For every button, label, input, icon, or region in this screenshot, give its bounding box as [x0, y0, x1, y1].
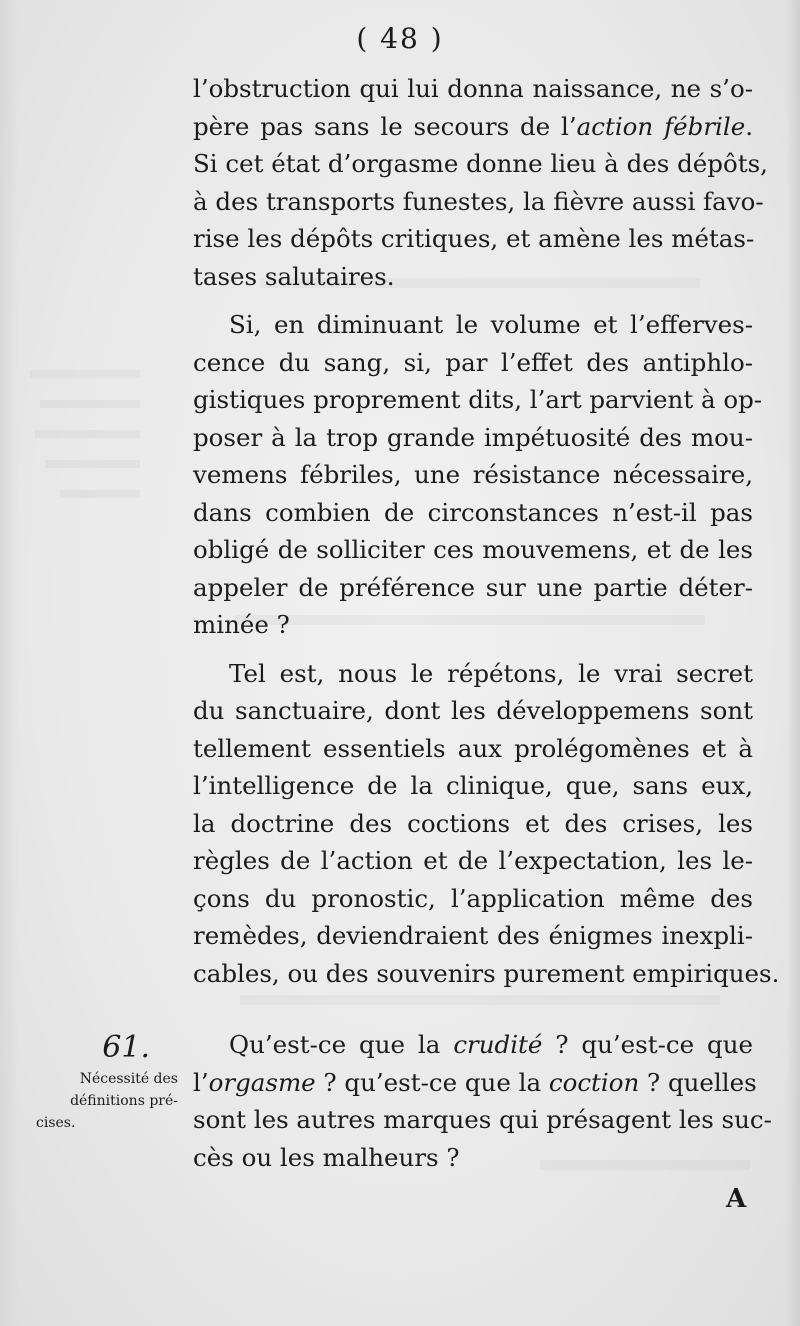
text-line: çons du pronostic, l’application même des: [193, 883, 753, 913]
text-line: obligé de solliciter ces mouvemens, et de les: [193, 535, 753, 564]
text-line: Tel est, nous le répétons, le vrai secret: [229, 658, 753, 688]
body-text: [193, 70, 780, 1176]
text-line: remèdes, deviendraient des énigmes inexpli-: [193, 921, 753, 950]
text-line: père pas sans le secours de l’action fébrile.: [193, 111, 753, 141]
margin-note-text: [28, 1068, 178, 1134]
page-right-edge-shadow: [786, 0, 800, 1326]
text-line: sont les autres marques qui présagent les suc-: [193, 1105, 772, 1134]
paragraph-3: [193, 655, 780, 993]
text-line: du sanctuaire, dont les développemens sont: [193, 696, 753, 725]
text-line: vemens fébriles, une résistance nécessaire,: [193, 460, 753, 489]
margin-note-line: Nécessité des: [79, 1071, 178, 1087]
paragraph-4: [193, 1026, 772, 1176]
signature-mark: A: [726, 1184, 747, 1214]
margin-note-line: définitions pré-: [70, 1093, 178, 1109]
text-line: l’intelligence de la clinique, que, sans eux,: [193, 771, 753, 800]
text-line: dans combien de circonstances n’est-il pas: [193, 497, 753, 527]
paragraph-2: [193, 306, 763, 644]
text-line: tases salutaires.: [193, 261, 395, 291]
text-line: cès ou les malheurs ?: [193, 1142, 460, 1172]
text-line: gistiques proprement dits, l’art parvient à op-: [193, 385, 763, 414]
text-line: minée ?: [193, 610, 290, 639]
paragraph-1: [193, 70, 768, 295]
text-line: Si, en diminuant le volume et l’efferves-: [229, 310, 753, 339]
text-line: rise les dépôts critiques, et amène les métas-: [193, 224, 755, 253]
text-line: tellement essentiels aux prolégomènes et à: [193, 733, 753, 763]
section-number: 61.: [102, 1030, 150, 1065]
margin-note-line: cises.: [36, 1115, 76, 1131]
text-line: à des transports funestes, la fièvre aussi favo-: [193, 186, 764, 216]
text-line: poser à la trop grande impétuosité des mou-: [193, 422, 753, 452]
text-line: la doctrine des coctions et des crises, les: [193, 808, 753, 838]
text-line: l’orgasme ? qu’est-ce que la coction ? quelles: [193, 1067, 757, 1097]
text-line: Si cet état d’orgasme donne lieu à des dépôts,: [193, 149, 768, 178]
text-line: l’obstruction qui lui donna naissance, ne s’o-: [193, 74, 753, 103]
page-left-edge-shadow: [0, 0, 18, 1326]
text-line: cables, ou des souvenirs purement empiriques.: [193, 958, 780, 988]
page-number: ( 48 ): [356, 22, 444, 55]
margin-note: [28, 1028, 178, 1134]
text-line: Qu’est-ce que la crudité ? qu’est-ce que: [229, 1030, 753, 1059]
text-line: règles de l’action et de l’expectation, les le-: [193, 846, 753, 875]
text-line: appeler de préférence sur une partie déter-: [193, 572, 753, 602]
text-line: cence du sang, si, par l’effet des antiphlo-: [193, 347, 753, 377]
